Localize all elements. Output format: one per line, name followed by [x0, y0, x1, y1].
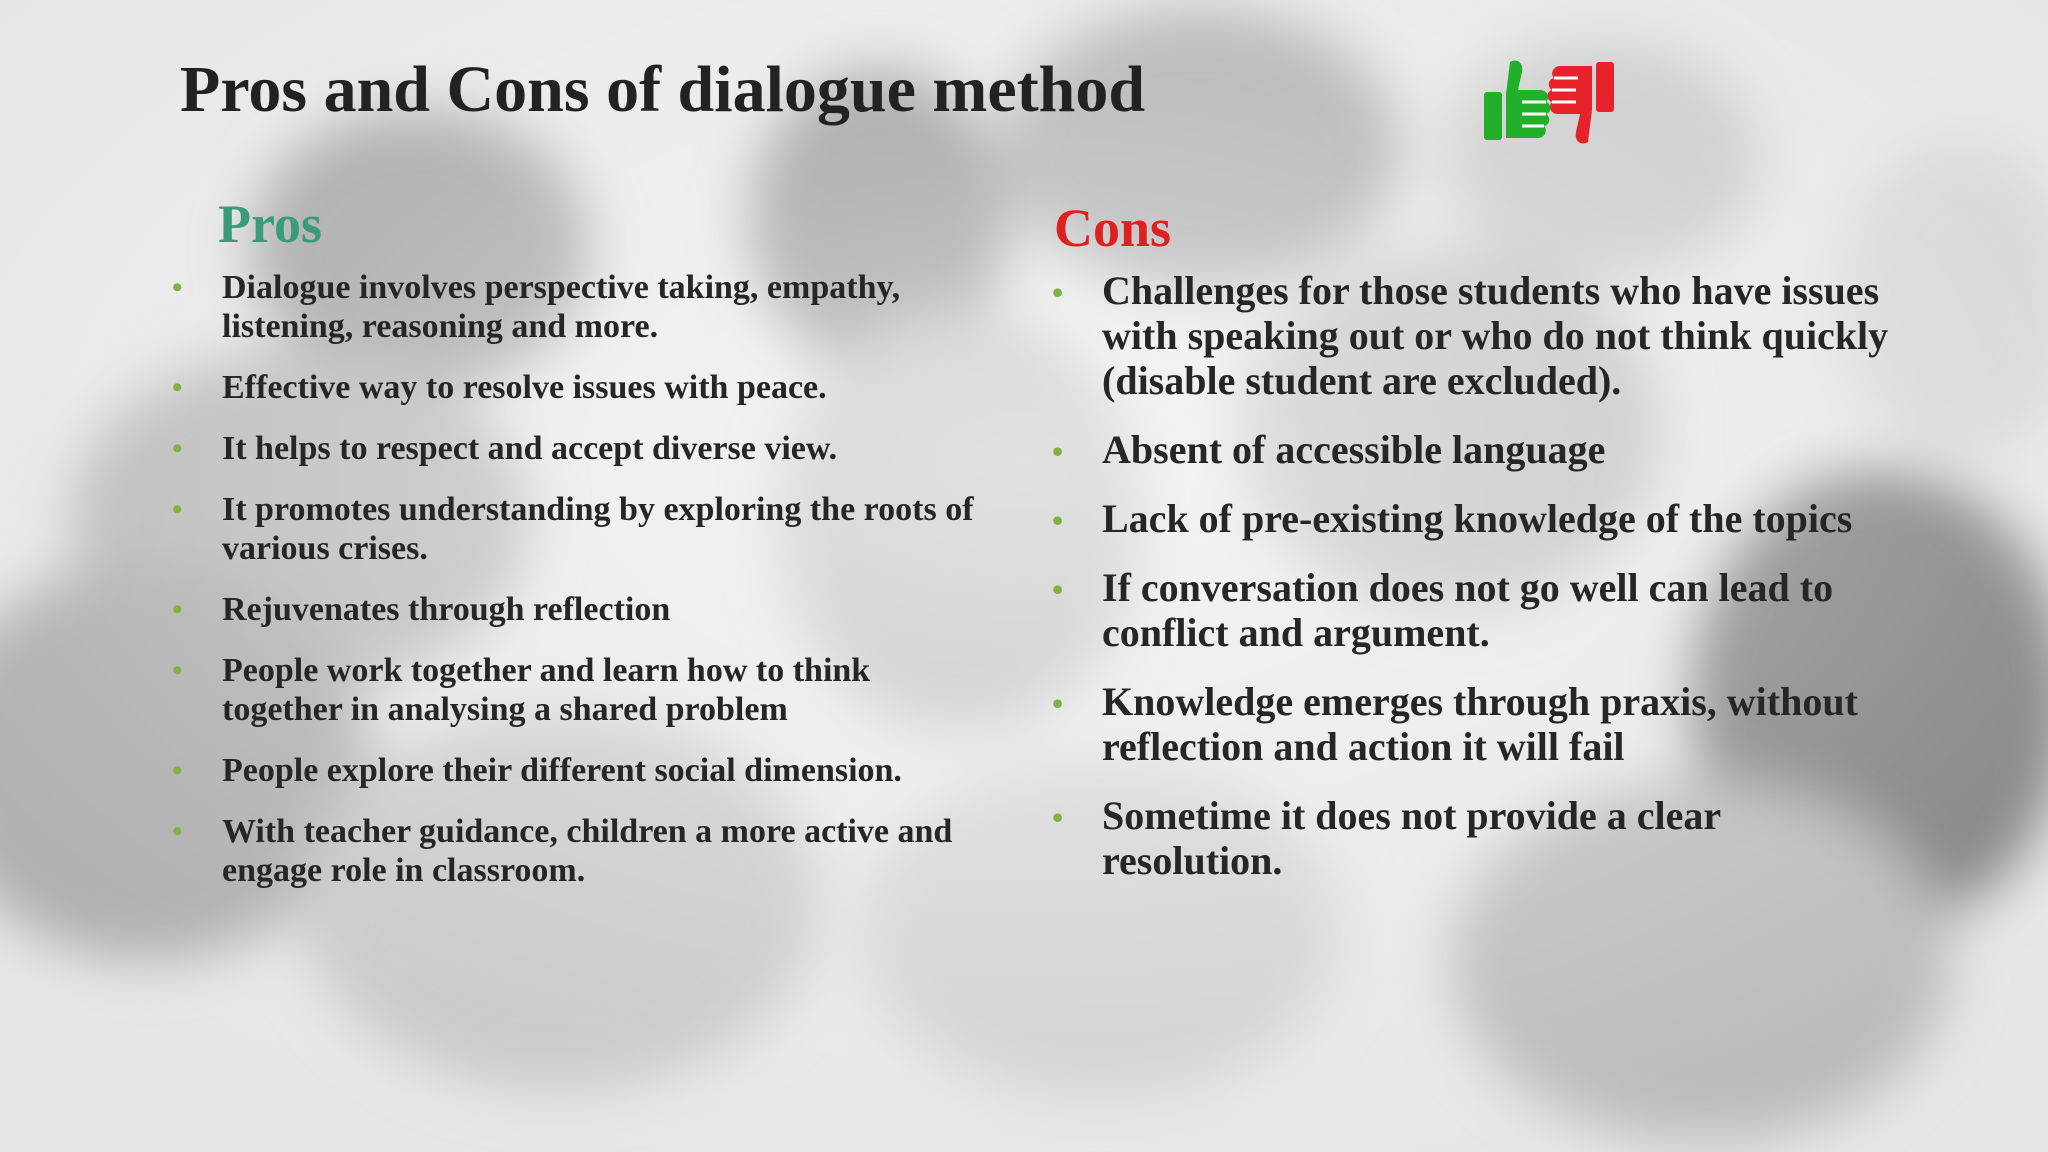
- cons-item-text: Absent of accessible language: [1102, 427, 1606, 472]
- bullet-icon: •: [172, 754, 183, 787]
- cons-list: [1052, 268, 1892, 907]
- pros-item-text: Effective way to resolve issues with peace.: [222, 369, 827, 406]
- bullet-icon: •: [172, 815, 183, 848]
- cons-item: [1052, 793, 1892, 883]
- pros-item: [172, 751, 992, 790]
- pros-heading: Pros: [218, 194, 322, 254]
- pros-item: [172, 429, 992, 468]
- pros-item: [172, 268, 992, 346]
- pros-item-text: People explore their different social dimension.: [222, 752, 902, 789]
- cons-item-text: Lack of pre-existing knowledge of the topics: [1102, 496, 1853, 541]
- cons-heading: Cons: [1054, 198, 1172, 258]
- pros-item-text: With teacher guidance, children a more active and engage role in classroom.: [222, 813, 953, 889]
- slide-title: Pros and Cons of dialogue method: [180, 53, 1146, 126]
- pros-item-text: Rejuvenates through reflection: [222, 591, 671, 628]
- thumbs-down-icon: [1548, 62, 1615, 144]
- thumbs-icons: [1474, 54, 1626, 144]
- pros-item: [172, 368, 992, 407]
- bullet-icon: •: [172, 593, 183, 626]
- pros-item: [172, 490, 992, 568]
- cons-item-text: Knowledge emerges through praxis, without reflection and action it will fail: [1102, 679, 1858, 769]
- cons-item: [1052, 496, 1892, 541]
- cons-item: [1052, 427, 1892, 472]
- pros-item: [172, 590, 992, 629]
- cons-item: [1052, 679, 1892, 769]
- bullet-icon: •: [1052, 799, 1064, 835]
- bullet-icon: •: [172, 371, 183, 404]
- pros-item-text: It helps to respect and accept diverse view.: [222, 430, 838, 467]
- pros-item-text: Dialogue involves perspective taking, empathy, listening, reasoning and more.: [222, 269, 901, 345]
- cons-item-text: If conversation does not go well can lead to conflict and argument.: [1102, 565, 1834, 655]
- bullet-icon: •: [172, 493, 183, 526]
- pros-list: [172, 268, 992, 912]
- cons-item-text: Sometime it does not provide a clear resolution.: [1102, 793, 1721, 883]
- bullet-icon: •: [172, 654, 183, 687]
- bullet-icon: •: [172, 432, 183, 465]
- bullet-icon: •: [1052, 433, 1064, 469]
- cons-item: [1052, 268, 1892, 403]
- pros-item: [172, 651, 992, 729]
- pros-item: [172, 812, 992, 890]
- cons-item-text: Challenges for those students who have issues with speaking out or who do not think quickly (disable student are excluded).: [1102, 268, 1889, 403]
- bullet-icon: •: [1052, 685, 1064, 721]
- pros-item-text: It promotes understanding by exploring the roots of various crises.: [222, 491, 974, 567]
- thumbs-up-icon: [1484, 60, 1551, 140]
- cons-item: [1052, 565, 1892, 655]
- bullet-icon: •: [1052, 274, 1064, 310]
- bullet-icon: •: [1052, 502, 1064, 538]
- bullet-icon: •: [1052, 571, 1064, 607]
- bullet-icon: •: [172, 271, 183, 304]
- pros-item-text: People work together and learn how to think together in analysing a shared problem: [222, 652, 871, 728]
